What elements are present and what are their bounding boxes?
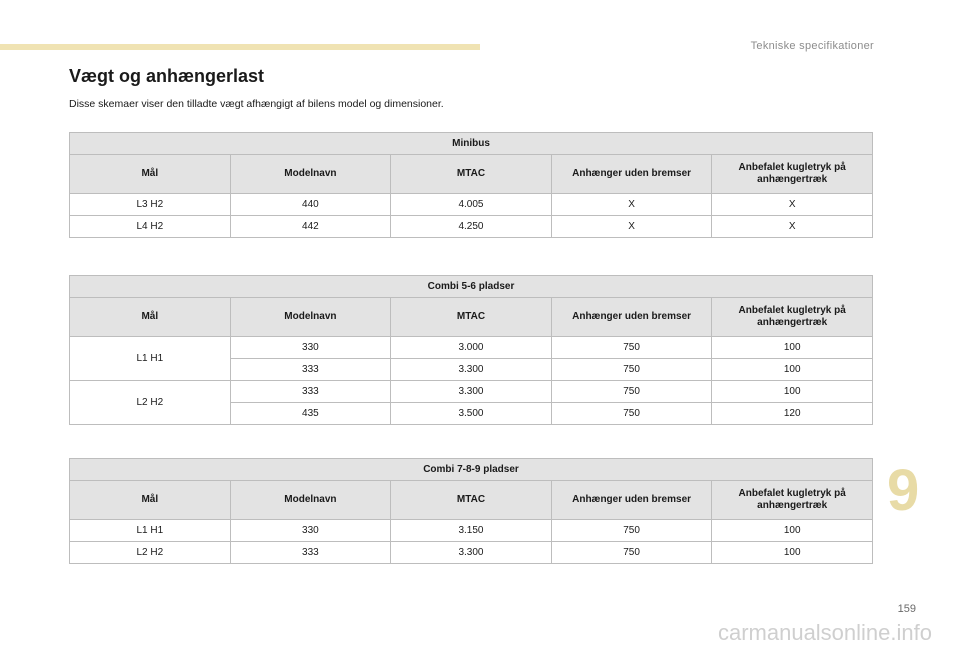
table-row bbox=[70, 520, 873, 542]
table-cell: 330 bbox=[230, 520, 391, 542]
table-cell: 333 bbox=[230, 381, 391, 403]
table-cell: 750 bbox=[551, 381, 712, 403]
table-cell: 3.300 bbox=[391, 542, 552, 564]
table-cell: X bbox=[712, 194, 873, 216]
column-header: Anhænger uden bremser bbox=[551, 298, 712, 337]
table-cell: 3.300 bbox=[391, 381, 552, 403]
table-cell: 333 bbox=[230, 542, 391, 564]
table-cell: 100 bbox=[712, 359, 873, 381]
column-header: Modelnavn bbox=[230, 155, 391, 194]
table-cell: 4.250 bbox=[391, 216, 552, 238]
table-row bbox=[70, 381, 873, 403]
table-row bbox=[70, 216, 873, 238]
dimension-cell: L1 H1 bbox=[70, 520, 231, 542]
table-caption: Combi 7-8-9 pladser bbox=[70, 459, 873, 481]
table-cell: 3.500 bbox=[391, 403, 552, 425]
table-caption: Combi 5-6 pladser bbox=[70, 276, 873, 298]
table-cell: 3.000 bbox=[391, 337, 552, 359]
column-header: MTAC bbox=[391, 155, 552, 194]
column-header: Modelnavn bbox=[230, 298, 391, 337]
table-caption-row bbox=[70, 459, 873, 481]
table-cell: 120 bbox=[712, 403, 873, 425]
dimension-cell: L2 H2 bbox=[70, 542, 231, 564]
dimension-cell: L3 H2 bbox=[70, 194, 231, 216]
column-header: MTAC bbox=[391, 481, 552, 520]
table-cell: X bbox=[551, 194, 712, 216]
table-cell: 3.300 bbox=[391, 359, 552, 381]
page-number: 159 bbox=[897, 603, 916, 615]
table-cell: 333 bbox=[230, 359, 391, 381]
column-header: Anhænger uden bremser bbox=[551, 481, 712, 520]
table-caption: Minibus bbox=[70, 133, 873, 155]
table-cell: X bbox=[551, 216, 712, 238]
section-header: Tekniske specifikationer bbox=[750, 40, 874, 52]
table-cell: 750 bbox=[551, 403, 712, 425]
table-cell: 100 bbox=[712, 520, 873, 542]
table-cell: 100 bbox=[712, 381, 873, 403]
table-cell: 4.005 bbox=[391, 194, 552, 216]
table-cell: 750 bbox=[551, 542, 712, 564]
table-cell: 3.150 bbox=[391, 520, 552, 542]
column-header: Anbefalet kugletryk på anhængertræk bbox=[712, 298, 873, 337]
watermark-text: carmanualsonline.info bbox=[717, 620, 932, 645]
chapter-number: 9 bbox=[887, 458, 920, 523]
column-header: Anbefalet kugletryk på anhængertræk bbox=[712, 155, 873, 194]
page-title: Vægt og anhængerlast bbox=[69, 66, 265, 86]
column-header: Mål bbox=[70, 481, 231, 520]
table-cell: X bbox=[712, 216, 873, 238]
table-cell: 750 bbox=[551, 520, 712, 542]
table-row bbox=[70, 542, 873, 564]
table-row bbox=[70, 337, 873, 359]
table-cell: 750 bbox=[551, 337, 712, 359]
table-header-row bbox=[70, 481, 873, 520]
table-row bbox=[70, 194, 873, 216]
table-caption-row bbox=[70, 276, 873, 298]
column-header: Anbefalet kugletryk på anhængertræk bbox=[712, 481, 873, 520]
table-header-row bbox=[70, 298, 873, 337]
table-cell: 442 bbox=[230, 216, 391, 238]
table-cell: 435 bbox=[230, 403, 391, 425]
weight-table bbox=[69, 275, 873, 425]
column-header: Anhænger uden bremser bbox=[551, 155, 712, 194]
weight-table bbox=[69, 132, 873, 238]
weight-table bbox=[69, 458, 873, 564]
table-cell: 330 bbox=[230, 337, 391, 359]
dimension-cell: L4 H2 bbox=[70, 216, 231, 238]
intro-text: Disse skemaer viser den tilladte vægt afhængigt af bilens model og dimensioner. bbox=[69, 98, 444, 110]
table-cell: 100 bbox=[712, 542, 873, 564]
top-accent-rule bbox=[0, 44, 480, 50]
table-cell: 750 bbox=[551, 359, 712, 381]
dimension-cell: L2 H2 bbox=[70, 381, 231, 425]
column-header: Mål bbox=[70, 298, 231, 337]
table-cell: 440 bbox=[230, 194, 391, 216]
column-header: MTAC bbox=[391, 298, 552, 337]
dimension-cell: L1 H1 bbox=[70, 337, 231, 381]
table-header-row bbox=[70, 155, 873, 194]
table-caption-row bbox=[70, 133, 873, 155]
column-header: Modelnavn bbox=[230, 481, 391, 520]
table-cell: 100 bbox=[712, 337, 873, 359]
column-header: Mål bbox=[70, 155, 231, 194]
